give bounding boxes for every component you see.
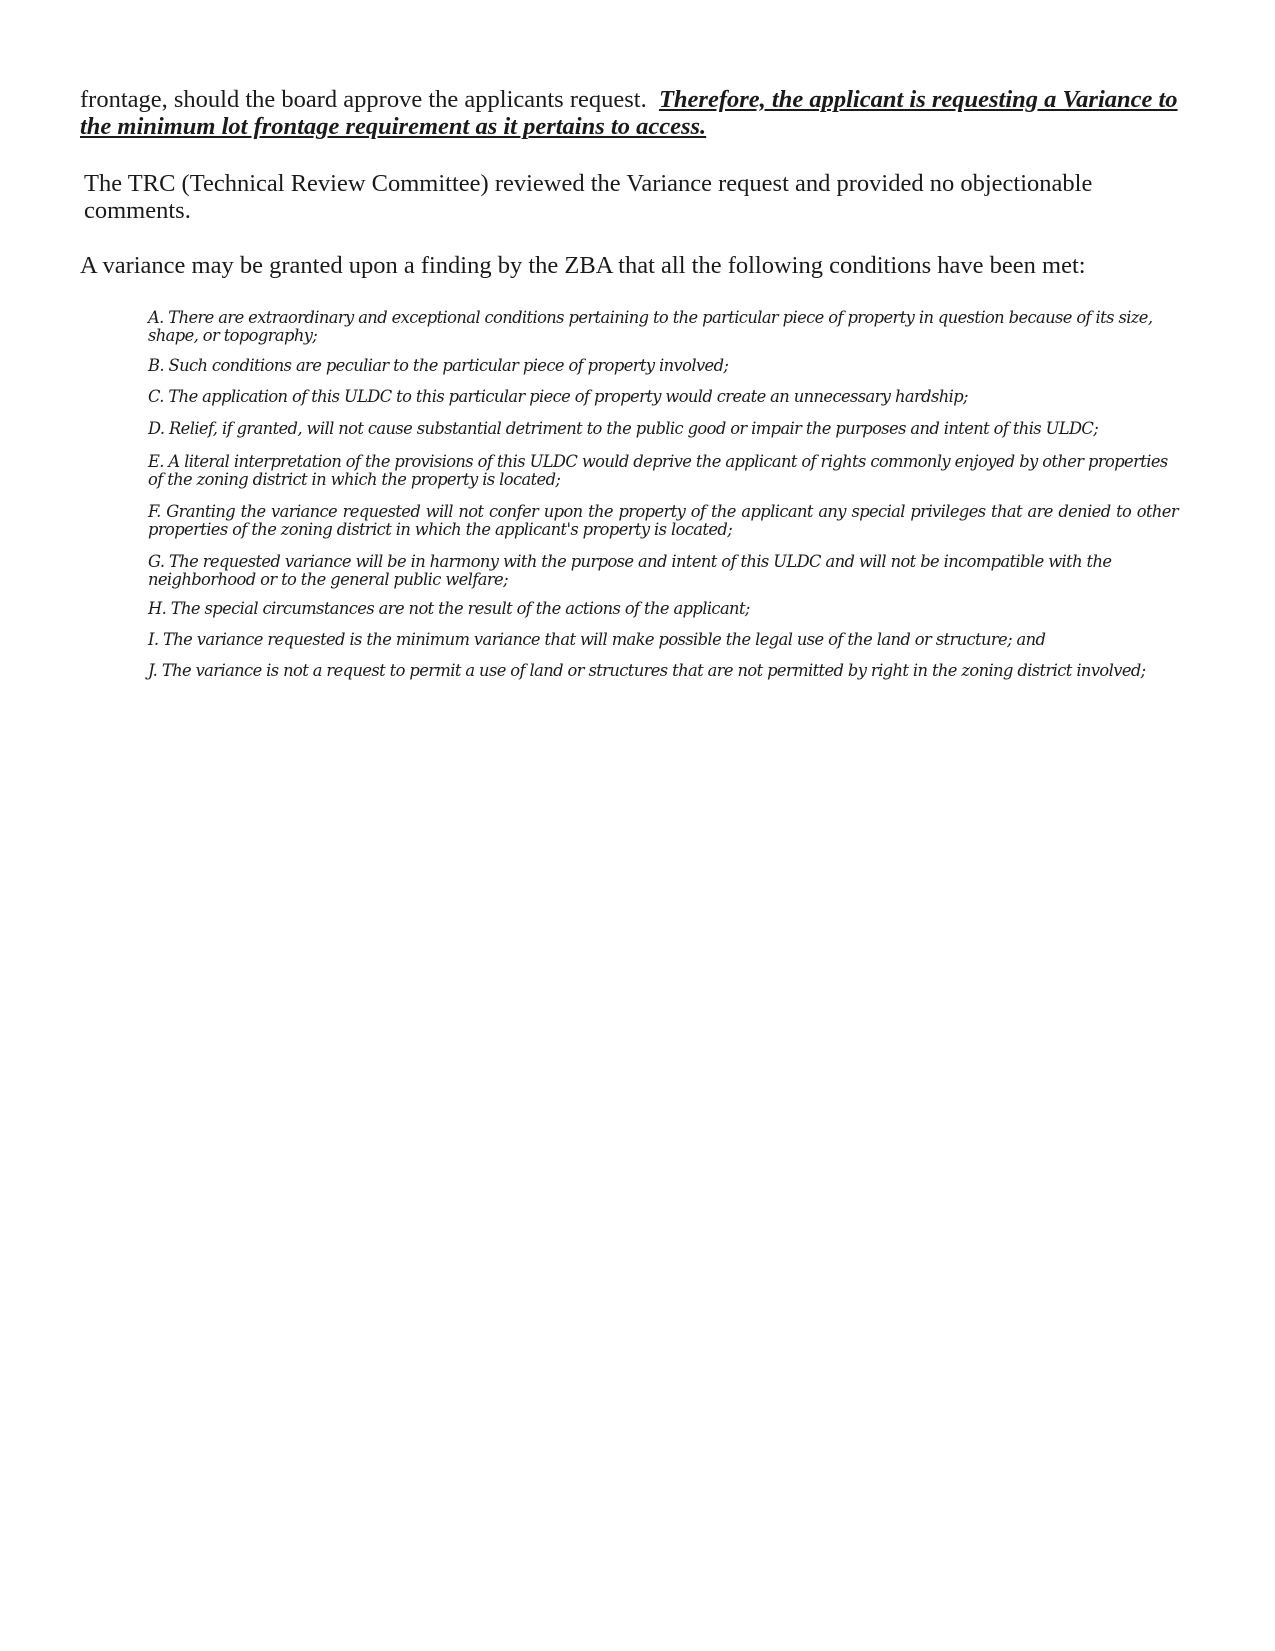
- emphasized-request-text: Therefore, the applicant is requesting a Variance to the minimum lot frontage requirement as it pertains to access.: [80, 86, 1178, 140]
- condition-a: A. There are extraordinary and exceptional conditions pertaining to the particular piece of property in question because of its size, shape, or topography;: [148, 308, 1153, 345]
- condition-f: F. Granting the variance requested will not confer upon the property of the applicant any special privileges that are denied to other properties of the zoning district in which the applicant's property is located;: [148, 502, 1178, 539]
- paragraph-trc-review: The TRC (Technical Review Committee) reviewed the Variance request and provided no objectionable comments.: [84, 170, 1093, 224]
- condition-g: G. The requested variance will be in harmony with the purpose and intent of this ULDC and will not be incompatible with the neighborhood or to the general public welfare;: [148, 552, 1112, 589]
- condition-j: J. The variance is not a request to permit a use of land or structures that are not permitted by right in the zoning district involved;: [148, 661, 1146, 680]
- condition-e: E. A literal interpretation of the provisions of this ULDC would deprive the applicant of rights commonly enjoyed by other properties of the zoning district in which the property is located;: [148, 452, 1168, 489]
- condition-c: C. The application of this ULDC to this particular piece of property would create an unnecessary hardship;: [148, 387, 968, 406]
- condition-b: B. Such conditions are peculiar to the particular piece of property involved;: [148, 356, 729, 375]
- paragraph-conditions-intro: A variance may be granted upon a finding by the ZBA that all the following conditions have been met:: [80, 252, 1086, 279]
- paragraph-text: frontage, should the board approve the applicants request.: [80, 86, 647, 113]
- condition-i: I. The variance requested is the minimum variance that will make possible the legal use of the land or structure; and: [148, 630, 1046, 649]
- condition-h: H. The special circumstances are not the result of the actions of the applicant;: [148, 599, 750, 618]
- paragraph-variance-request: [80, 86, 1180, 140]
- condition-d: D. Relief, if granted, will not cause substantial detriment to the public good or impair the purposes and intent of this ULDC;: [148, 419, 1099, 438]
